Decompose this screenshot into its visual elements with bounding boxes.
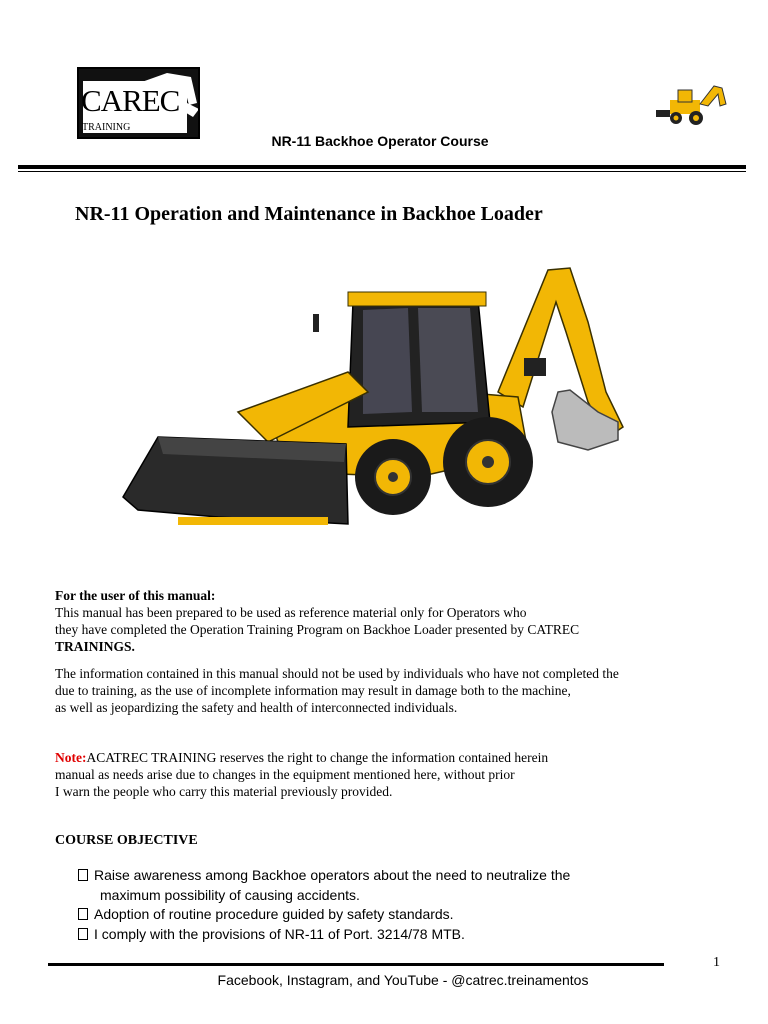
note-section (55, 749, 730, 800)
user-heading: For the user of this manual: (55, 588, 216, 603)
logo-text: CAREC (81, 83, 180, 118)
objective-text: Adoption of routine procedure guided by safety standards. (94, 906, 454, 922)
page-number: 1 (713, 955, 720, 970)
user-line: This manual has been prepared to be used as reference material only for Operators who (55, 605, 527, 620)
note-line: ACATREC TRAINING reserves the right to change the information contained herein (86, 750, 549, 765)
checkbox-icon (78, 908, 88, 920)
checkbox-icon (78, 928, 88, 940)
document-title: NR-11 Operation and Maintenance in Backhoe Loader (75, 203, 543, 225)
objective-list (78, 866, 678, 944)
footer-rule (48, 963, 664, 966)
objective-text: Raise awareness among Backhoe operators about the need to neutralize the (94, 867, 571, 883)
info-line: The information contained in this manual should not be used by individuals who have not completed the (55, 666, 619, 681)
objective-text: I comply with the provisions of NR-11 of Port. 3214/78 MTB. (94, 925, 465, 942)
checkbox-icon (78, 869, 88, 881)
note-line: I warn the people who carry this material previously provided. (55, 784, 393, 799)
objective-item-continued: maximum possibility of causing accidents. (100, 886, 360, 903)
objective-title: COURSE OBJECTIVE (55, 833, 198, 848)
objective-item (78, 866, 678, 886)
carec-logo (77, 67, 200, 139)
user-line: TRAININGS. (55, 639, 135, 654)
note-first-line (55, 749, 641, 766)
info-section (55, 665, 730, 716)
course-title: NR-11 Backhoe Operator Course (271, 133, 489, 149)
note-line: manual as needs arise due to changes in the equipment mentioned here, without prior (55, 767, 515, 782)
header-rule-thin (18, 171, 746, 172)
objective-item (78, 925, 678, 945)
footer-social-text: Facebook, Instagram, and YouTube - @catrec.treinamentos (217, 972, 589, 988)
header-rule (18, 165, 746, 169)
info-line: due to training, as the use of incomplete information may result in damage both to the machine, (55, 683, 571, 698)
logo-subtext: TRAINING (82, 122, 131, 133)
user-line: they have completed the Operation Training Program on Backhoe Loader presented by CATREC (55, 622, 580, 637)
info-line: as well as jeopardizing the safety and health of interconnected individuals. (55, 700, 458, 715)
note-label: Note: (55, 750, 87, 765)
user-note-section (55, 587, 730, 655)
backhoe-loader-image (118, 262, 648, 547)
objective-item (78, 905, 678, 925)
small-backhoe-icon (652, 80, 732, 128)
